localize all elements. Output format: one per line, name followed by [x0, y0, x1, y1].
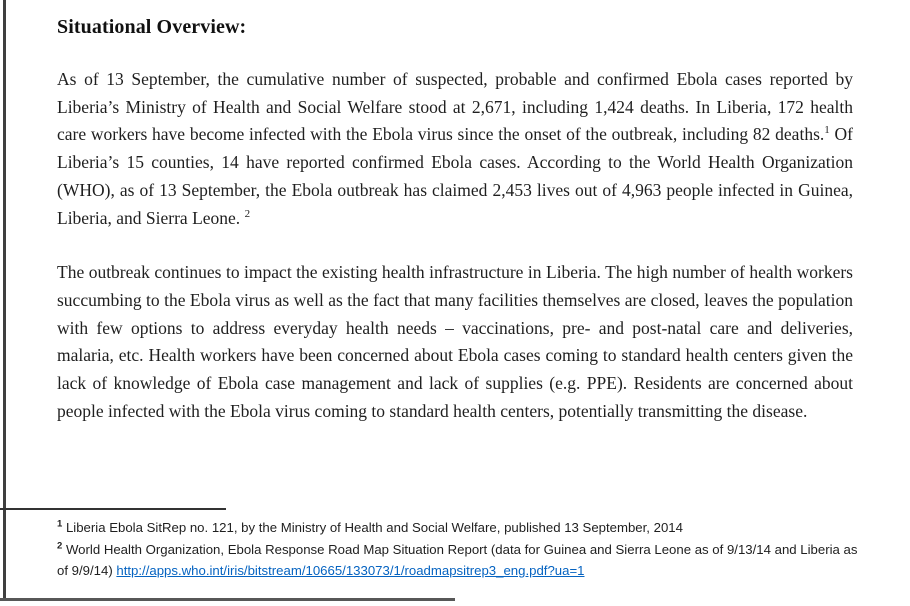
section-heading: Situational Overview: — [57, 16, 247, 38]
footnote-2-link[interactable]: http://apps.who.int/iris/bitstream/10665/133073/1/roadmapsitrep3_eng.pdf?ua=1 — [116, 563, 585, 578]
document-body — [57, 0, 853, 425]
paragraph-1-text-before-ref2: Of Liberia’s 15 counties, 14 have reported confirmed Ebola cases. According to the World Health Organization (WHO), as of 13 September, the Ebola outbreak has claimed 2,453 lives out of 4,963 people infected in Guinea, Liberia, and Sierra Leone. — [57, 124, 854, 228]
page-bottom-border — [0, 598, 455, 601]
footnote-2-marker: 2 — [57, 540, 63, 552]
paragraph-1-text-before-ref1: As of 13 September, the cumulative number of suspected, probable and confirmed Ebola cases reported by Liberia’s Ministry of Health and Social Welfare stood at 2,671, including 1,424 deaths. In Liberia, 172 health care workers have become infected with the Ebola virus since the onset of the outbreak, including 82 deaths. — [57, 69, 853, 145]
footnote-2-text: World Health Organization, Ebola Response Road Map Situation Report (data for Guinea and Sierra Leone as of 9/13/14 and Liberia as of 9/9/14) — [57, 541, 858, 578]
footnote-area — [0, 508, 910, 582]
footnote-2 — [57, 539, 860, 582]
body-paragraph-2: The outbreak continues to impact the existing health infrastructure in Liberia. The high number of health workers succumbing to the Ebola virus as well as the fact that many facilities themselves are closed, leaves the population with few options to address everyday health needs – vaccinations, pre- and post-natal care and deliveries, malaria, etc. Health workers have been concerned about Ebola cases coming to standard health centers given the lack of knowledge of Ebola case management and lack of supplies (e.g. PPE). Residents are concerned about people infected with the Ebola virus coming to standard health centers, potentially transmitting the disease. — [57, 262, 853, 421]
footnote-separator — [0, 508, 226, 510]
footnote-list — [57, 517, 860, 582]
footnote-1 — [57, 517, 860, 539]
footnote-ref-1: 1 — [824, 124, 830, 137]
body-paragraph-1 — [57, 66, 853, 232]
footnote-1-marker: 1 — [57, 518, 63, 530]
footnote-ref-2: 2 — [244, 207, 251, 220]
footnote-1-text: Liberia Ebola SitRep no. 121, by the Ministry of Health and Social Welfare, published 13 September, 2014 — [62, 520, 683, 535]
